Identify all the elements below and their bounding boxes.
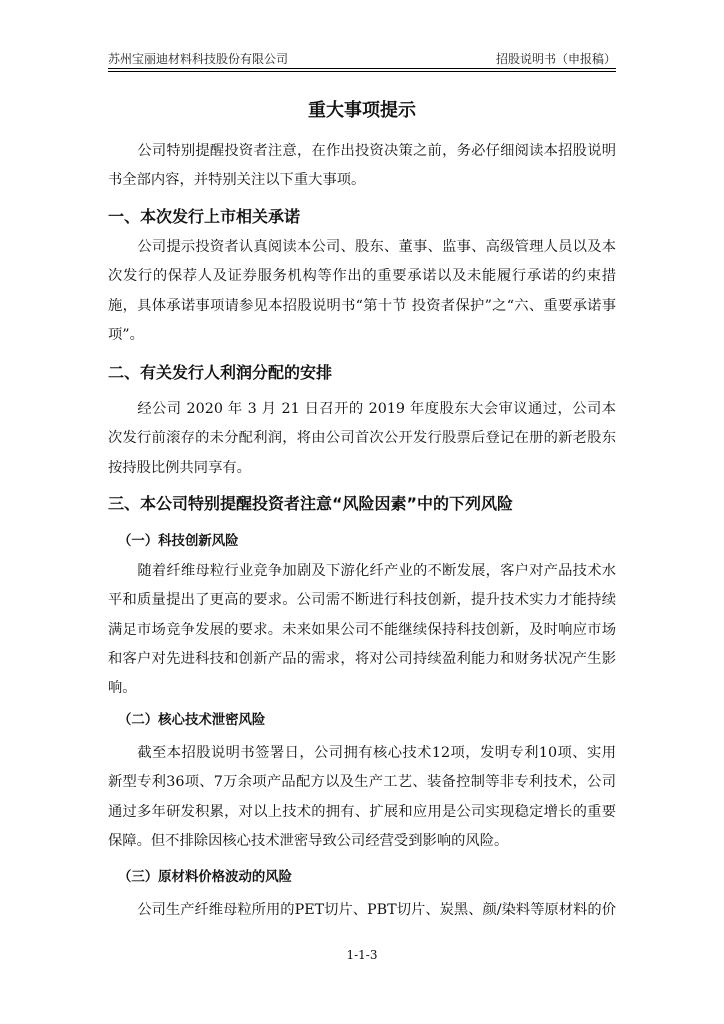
section-heading-2: 二、有关发行人利润分配的安排	[108, 363, 333, 382]
risk-paragraph-3: 公司生产纤维母粒所用的PET切片、PBT切片、炭黑、颜/染料等原材料的价	[137, 902, 616, 918]
section-heading-1: 一、本次发行上市相关承诺	[108, 207, 301, 226]
risk-paragraph-1: 随着纤维母粒行业竞争加剧及下游化纤产业的不断发展，客户对产品技术水平和质量提出了更高的要求。公司需不断进行科技创新，提升技术实力才能持续满足市场竞争发展的要求。未来如果公司不能继续保持科技创新，及时响应市场和客户对先进科技和创新产品的需求，将对公司持续盈利能力和财务状况产生影响。	[108, 563, 616, 697]
header-doc-title: 招股说明书（申报稿）	[495, 52, 616, 66]
section-paragraph-2: 经公司 2020 年 3 月 21 日召开的 2019 年度股东大会审议通过，公司本次发行前滚存的未分配利润，将由公司首次公开发行股票后登记在册的新老股东按持股比例共同享有。	[108, 401, 616, 476]
section-heading-3: 三、本公司特别提醒投资者注意“风险因素”中的下列风险	[108, 494, 514, 513]
section-paragraph-1: 公司提示投资者认真阅读本公司、股东、董事、监事、高级管理人员以及本次发行的保荐人及证券服务机构等作出的重要承诺以及未能履行承诺的约束措施，具体承诺事项请参见本招股说明书“第十节 投资者保护”之“六、重要承诺事项”。	[108, 239, 616, 343]
risk-paragraph-2: 截至本招股说明书签署日，公司拥有核心技术12项，发明专利10项、实用新型专利36项、7万余项产品配方以及生产工艺、装备控制等非专利技术，公司通过多年研发积累，对以上技术的拥有、扩展和应用是公司实现稳定增长的重要保障。但不排除因核心技术泄密导致公司经营受到影响的风险。	[108, 745, 616, 849]
header-rule	[108, 68, 616, 72]
intro-paragraph: 公司特别提醒投资者注意，在作出投资决策之前，务必仔细阅读本招股说明书全部内容，并特别关注以下重大事项。	[108, 143, 616, 189]
risk-heading-3: （三）原材料价格波动的风险	[118, 870, 293, 885]
page-title: 重大事项提示	[308, 100, 416, 121]
header-company: 苏州宝丽迪材料科技股份有限公司	[108, 52, 289, 66]
page-number: 1-1-3	[346, 948, 378, 962]
risk-heading-1: （一）科技创新风险	[118, 534, 239, 549]
risk-heading-2: （二）核心技术泄密风险	[118, 713, 266, 728]
page-header	[108, 50, 616, 68]
